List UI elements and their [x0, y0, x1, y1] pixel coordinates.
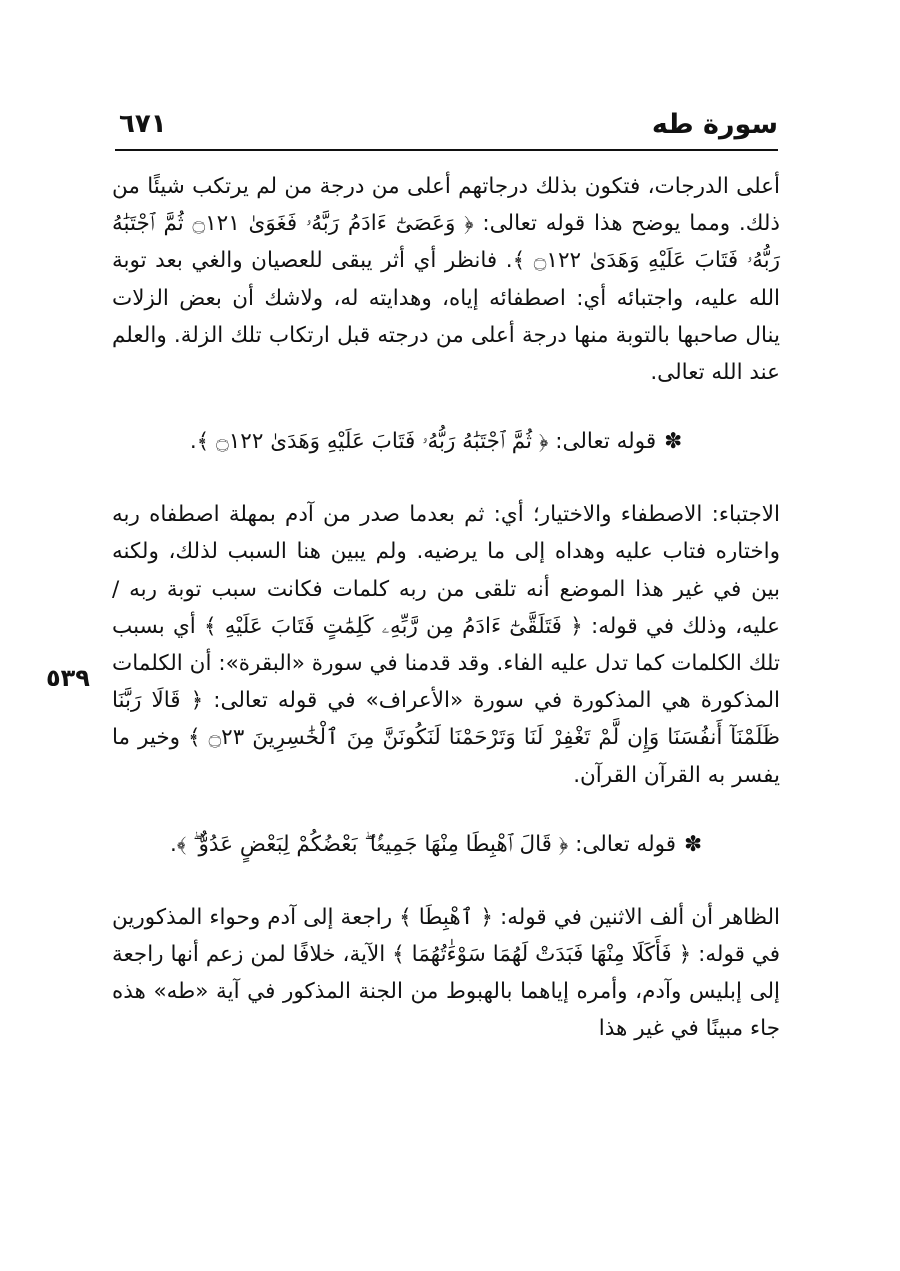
- page-body: [112, 168, 780, 1048]
- star-marker: ✽: [684, 831, 703, 857]
- heading-1-text: قوله تعالى: ﴿ ثُمَّ ٱجْتَبَٰهُ رَبُّهُۥ فَتَابَ عَلَيْهِ وَهَدَىٰ ۝١٢٢ ﴾.: [189, 429, 657, 455]
- section-heading-2: [112, 826, 780, 863]
- section-heading-1: [112, 423, 780, 460]
- paragraph-3: الظاهر أن ألف الاثنين في قوله: ﴿ ٱهْبِطَا ﴾ راجعة إلى آدم وحواء المذكورين في قوله: ﴿ فَأَكَلَا مِنْهَا فَبَدَتْ لَهُمَا سَوْءَٰتُهُمَا ﴾ الآية، خلافًا لمن زعم أنها راجعة إلى إبليس وآدم، وأمره إياهما بالهبوط من الجنة المذكور في آية «طه» هذه جاء مبينًا في غير هذا: [112, 904, 780, 1042]
- star-marker: ✽: [664, 429, 683, 455]
- page-header: [115, 105, 778, 151]
- heading-2-text: قوله تعالى: ﴿ قَالَ ٱهْبِطَا مِنْهَا جَمِيعًۢا ۖ بَعْضُكُمْ لِبَعْضٍ عَدُوٌّ ۖ ﴾.: [169, 831, 677, 857]
- margin-reference-number: ٥٣٩: [46, 664, 90, 692]
- surah-title: سورة طه: [651, 109, 778, 140]
- paragraph-1: أعلى الدرجات، فتكون بذلك درجاتهم أعلى من درجة من لم يرتكب شيئًا من ذلك. ومما يوضح هذا قوله تعالى: ﴿ وَعَصَىٰٓ ءَادَمُ رَبَّهُۥ فَغَوَىٰ ۝١٢١ ثُمَّ ٱجْتَبَٰهُ رَبُّهُۥ فَتَابَ عَلَيْهِ وَهَدَىٰ ۝١٢٢ ﴾. فانظر أي أثر يبقى للعصيان والغي بعد توبة الله عليه، واجتبائه أي: اصطفائه إياه، وهدايته له، ولاشك أن بعض الزلات ينال صاحبها بالتوبة منها درجة أعلى من درجته قبل ارتكاب تلك الزلة. والعلم عند الله تعالى.: [112, 174, 780, 386]
- page-number: ٦٧١: [119, 109, 167, 139]
- paragraph-2: الاجتباء: الاصطفاء والاختيار؛ أي: ثم بعدما صدر من آدم بمهلة اصطفاه ربه واختاره فتاب عليه وهداه إلى ما يرضيه. ولم يبين هنا السبب لذلك، ولكنه بين في غير هذا الموضع أنه تلقى من ربه كلمات فكانت سبب توبة ربه / عليه، وذلك في قوله: ﴿ فَتَلَقَّىٰٓ ءَادَمُ مِن رَّبِّهِۦ كَلِمَٰتٍ فَتَابَ عَلَيْهِ ﴾ أي بسبب تلك الكلمات كما تدل عليه الفاء. وقد قدمنا في سورة «البقرة»: أن الكلمات المذكورة هي المذكورة في سورة «الأعراف» في قوله تعالى: ﴿ قَالَا رَبَّنَا ظَلَمْنَآ أَنفُسَنَا وَإِن لَّمْ تَغْفِرْ لَنَا وَتَرْحَمْنَا لَنَكُونَنَّ مِنَ ٱلْخَٰسِرِينَ ۝٢٣ ﴾ وخير ما يفسر به القرآن القرآن.: [112, 502, 780, 788]
